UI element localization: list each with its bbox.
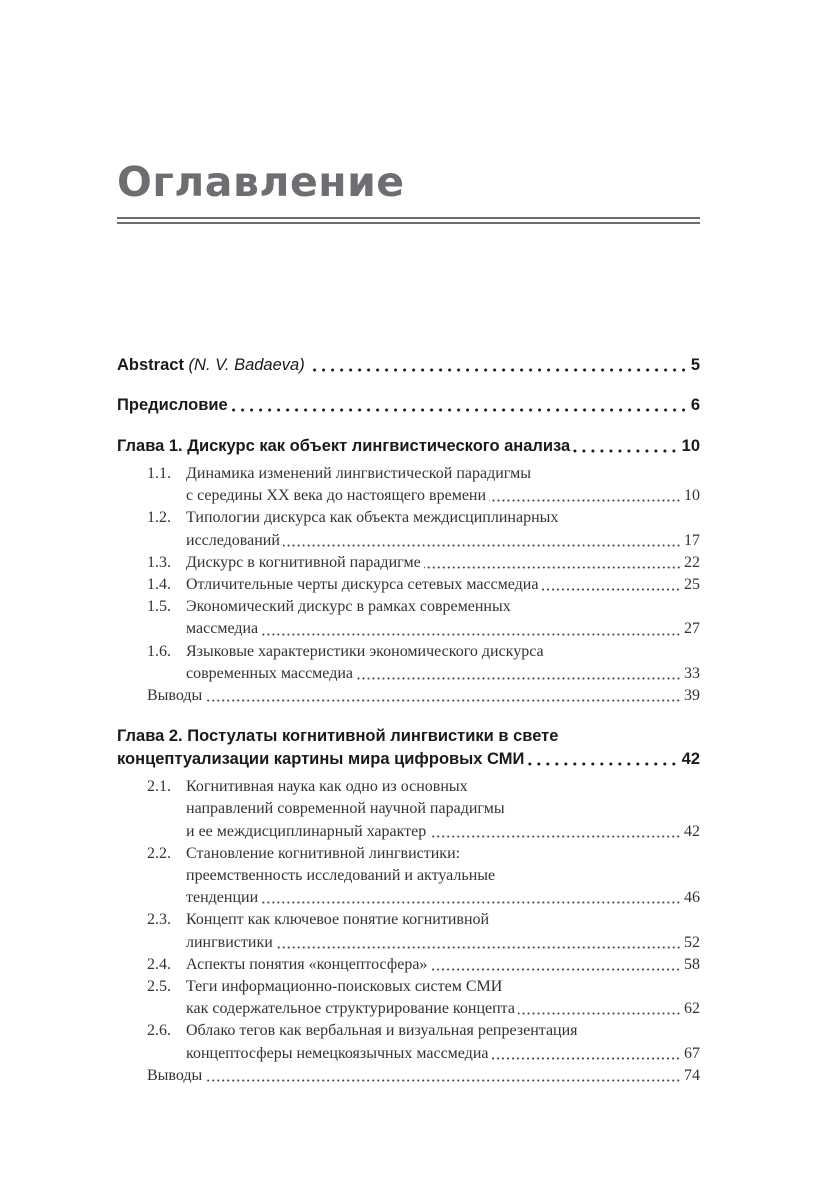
section-lines (186, 776, 700, 843)
entry-page: 39 (684, 687, 700, 705)
entry-text: преемственность исследований и актуальные (186, 867, 496, 885)
entry-text: Отличительные черты дискурса сетевых массмедиа (186, 576, 539, 594)
toc-conclusion[interactable] (117, 1065, 700, 1087)
section-lines (186, 507, 700, 551)
entry-text: современных массмедиа (186, 664, 353, 682)
entry-text: лингвистики (186, 933, 273, 951)
section-lines (186, 909, 700, 953)
dot-leader (283, 530, 681, 552)
section-number: 2.6. (147, 1022, 171, 1040)
entry-page: 67 (684, 1044, 700, 1062)
dot-leader (261, 618, 681, 640)
entry-page: 62 (684, 1000, 700, 1018)
section-number: 1.1. (147, 465, 171, 482)
entry-text: Глава 1. Дискурс как объект лингвистического анализа (117, 437, 571, 455)
section-number: 1.2. (147, 509, 171, 527)
toc-section-entry[interactable] (117, 1020, 700, 1064)
toc-sections (117, 463, 700, 707)
entry-line (186, 552, 700, 574)
entry-line (186, 887, 700, 909)
entry-line (186, 954, 700, 976)
entry-page: 22 (684, 553, 700, 571)
entry-text: Когнитивная наука как одно из основных (186, 778, 468, 796)
dot-leader (261, 887, 681, 909)
entry-text: и ее междисциплинарный характер (186, 822, 427, 840)
section-lines (186, 976, 700, 1020)
toc-section-entry[interactable] (117, 507, 700, 551)
dot-leader (541, 574, 681, 596)
toc-section-entry[interactable] (117, 574, 700, 596)
entry-line (186, 618, 700, 640)
section-number: 1.5. (147, 598, 171, 616)
entry-text: Экономический дискурс в рамках современных (186, 598, 511, 616)
section-number: 2.3. (147, 911, 171, 929)
dot-leader (491, 1043, 681, 1065)
entry-line (186, 976, 700, 998)
entry-text: исследований (186, 531, 280, 549)
entry-line (186, 776, 700, 798)
entry-line (186, 998, 700, 1020)
toc-section-entry[interactable] (117, 552, 700, 574)
entry-text: Выводы (147, 1066, 203, 1084)
entry-text: как содержательное структурирование концепта (186, 1000, 515, 1018)
section-number: 1.4. (147, 576, 171, 594)
entry-line (186, 1043, 700, 1065)
toc-entry-preface[interactable] (117, 394, 700, 417)
dot-leader (205, 1065, 681, 1087)
entry-text: Аспекты понятия «концептосфера» (186, 955, 428, 973)
table-of-contents (117, 354, 700, 1087)
entry-text: направлений современной научной парадигмы (186, 800, 505, 818)
entry-page: 42 (684, 822, 700, 840)
dot-leader (527, 748, 678, 771)
entry-author: N. V. Badaeva (194, 356, 300, 374)
dot-leader (518, 998, 681, 1020)
dot-leader (308, 354, 688, 377)
entry-page: 17 (684, 531, 700, 549)
entry-page: 10 (684, 487, 700, 505)
dot-leader (429, 821, 681, 843)
entry-label: Abstract (117, 356, 184, 374)
entry-line (186, 641, 700, 663)
entry-line (117, 748, 700, 771)
dot-leader (573, 435, 678, 458)
entry-line (186, 530, 700, 552)
entry-page: 6 (690, 396, 700, 414)
entry-line (186, 485, 700, 507)
entry-text: Динамика изменений лингвистической парадигмы (186, 465, 532, 482)
double-rule-divider (117, 217, 700, 225)
section-number: 2.5. (147, 978, 171, 996)
entry-line (186, 909, 700, 931)
entry-text: концептосферы немецкоязычных массмедиа (186, 1044, 489, 1062)
entry-text: Типологии дискурса как объекта междисциплинарных (186, 509, 559, 527)
toc-sections (117, 776, 700, 1087)
toc-section-entry[interactable] (117, 843, 700, 910)
entry-line (186, 1020, 700, 1042)
section-lines (186, 596, 700, 640)
dot-leader (430, 954, 681, 976)
entry-text: Языковые характеристики экономического дискурса (186, 642, 544, 660)
toc-chapter-2[interactable] (117, 725, 700, 771)
entry-page: 58 (684, 955, 700, 973)
entry-line (186, 821, 700, 843)
dot-leader (489, 485, 681, 507)
toc-section-entry[interactable] (117, 976, 700, 1020)
section-lines (186, 641, 700, 685)
entry-line (186, 507, 700, 529)
entry-page: 74 (684, 1066, 700, 1084)
entry-text: Облако тегов как вербальная и визуальная репрезентация (186, 1022, 578, 1040)
toc-section-entry[interactable] (117, 954, 700, 976)
section-number: 2.1. (147, 778, 171, 796)
toc-section-entry[interactable] (117, 641, 700, 685)
entry-text: Выводы (147, 687, 203, 705)
entry-page: 25 (684, 576, 700, 594)
entry-text: Глава 2. Постулаты когнитивной лингвистики в свете (117, 727, 559, 746)
dot-leader (356, 663, 681, 685)
section-number: 1.6. (147, 642, 171, 660)
section-lines (186, 954, 700, 976)
toc-conclusion[interactable] (117, 685, 700, 707)
section-lines (186, 463, 700, 507)
entry-page: 33 (684, 664, 700, 682)
toc-section-entry[interactable] (117, 463, 700, 507)
entry-page: 27 (684, 620, 700, 638)
entry-line (186, 932, 700, 954)
entry-line (186, 843, 700, 865)
toc-section-entry[interactable] (117, 909, 700, 953)
entry-line (186, 798, 700, 820)
entry-page: 42 (681, 750, 700, 769)
dot-leader (231, 394, 688, 417)
entry-text: тенденции (186, 889, 259, 907)
entry-page: 46 (684, 889, 700, 907)
section-lines (186, 843, 700, 910)
entry-text: Теги информационно-поисковых систем СМИ (186, 978, 503, 996)
section-lines (186, 574, 700, 596)
toc-entry-abstract[interactable]: Abstract (N. V. Badaeva) 5 (117, 354, 700, 377)
section-number: 2.2. (147, 844, 171, 862)
dot-leader (424, 552, 681, 574)
entry-text: концептуализации картины мира цифровых СМИ (117, 750, 525, 769)
toc-section-entry[interactable] (117, 596, 700, 640)
entry-text: с середины XX века до настоящего времени (186, 487, 487, 505)
entry-page: 52 (684, 933, 700, 951)
section-number: 1.3. (147, 553, 171, 571)
entry-page: 10 (681, 437, 700, 455)
section-lines (186, 552, 700, 574)
entry-line (117, 725, 700, 748)
dot-leader (276, 932, 681, 954)
dot-leader (205, 685, 681, 707)
entry-label: Предисловие (117, 396, 228, 414)
entry-line (186, 574, 700, 596)
entry-page: 5 (690, 356, 700, 374)
entry-line (186, 463, 700, 485)
section-number: 2.4. (147, 955, 171, 973)
entry-text: Концепт как ключевое понятие когнитивной (186, 911, 490, 929)
toc-section-entry[interactable] (117, 776, 700, 843)
entry-text: Дискурс в когнитивной парадигме (186, 553, 421, 571)
entry-line (186, 865, 700, 887)
entry-line (186, 596, 700, 618)
section-lines (186, 1020, 700, 1064)
entry-text: Становление когнитивной лингвистики: (186, 844, 461, 862)
entry-text: массмедиа (186, 620, 259, 638)
entry-line (186, 663, 700, 685)
toc-chapter-1[interactable] (117, 435, 700, 458)
page-title: Оглавление (117, 158, 405, 206)
entry-line (117, 435, 700, 458)
